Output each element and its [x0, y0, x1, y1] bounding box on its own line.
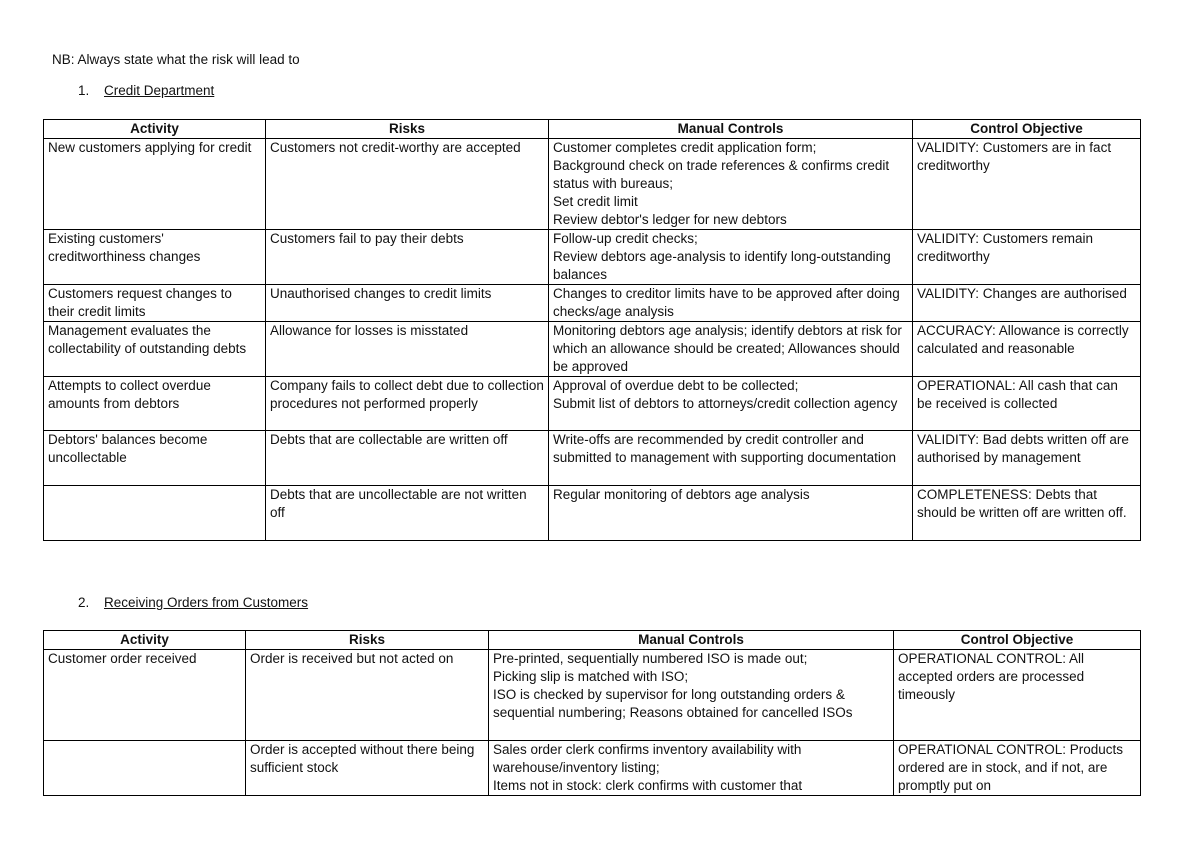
- credit-department-rows: [44, 139, 1141, 541]
- table-row: [44, 377, 1141, 431]
- control-line: Sales order clerk confirms inventory availability with warehouse/inventory listing;: [493, 742, 802, 775]
- control-line: Review debtor's ledger for new debtors: [553, 212, 787, 227]
- objective-cell: VALIDITY: Changes are authorised: [913, 285, 1141, 322]
- control-line: Customer completes credit application form;: [553, 140, 817, 155]
- control-line: Write-offs are recommended by credit controller and submitted to management with supporting documentation: [553, 432, 896, 465]
- control-line: Follow-up credit checks;: [553, 231, 698, 246]
- header-risks: Risks: [266, 120, 549, 139]
- table-header-row: [44, 631, 1141, 650]
- section-1-title: Credit Department: [104, 83, 215, 98]
- activity-cell: New customers applying for credit: [44, 139, 266, 230]
- header-activity: Activity: [44, 631, 246, 650]
- table-row: [44, 486, 1141, 541]
- objective-cell: VALIDITY: Bad debts written off are authorised by management: [913, 431, 1141, 486]
- activity-cell: Existing customers' creditworthiness changes: [44, 230, 266, 285]
- table-row: [44, 230, 1141, 285]
- risk-cell: Unauthorised changes to credit limits: [266, 285, 549, 322]
- risk-cell: Customers fail to pay their debts: [266, 230, 549, 285]
- risk-cell: Customers not credit-worthy are accepted: [266, 139, 549, 230]
- section-2-number: 2.: [78, 595, 90, 610]
- table-row: [44, 741, 1141, 796]
- activity-cell: Customer order received: [44, 650, 246, 741]
- header-manual-controls: Manual Controls: [549, 120, 913, 139]
- table-row: [44, 650, 1141, 741]
- receiving-orders-table: [43, 630, 1141, 796]
- table-row: [44, 285, 1141, 322]
- credit-department-table: [43, 119, 1141, 541]
- control-line: Pre-printed, sequentially numbered ISO is made out;: [493, 651, 808, 666]
- control-line: Monitoring debtors age analysis; identify debtors at risk for which an allowance should be created; Allowances should be approved: [553, 323, 902, 374]
- header-control-objective: Control Objective: [913, 120, 1141, 139]
- objective-cell: OPERATIONAL CONTROL: Products ordered are in stock, and if not, are promptly put on: [894, 741, 1141, 796]
- control-line: ISO is checked by supervisor for long outstanding orders & sequential numbering; Reasons obtained for cancelled ISOs: [493, 687, 853, 720]
- risk-cell: Company fails to collect debt due to collection procedures not performed properly: [266, 377, 549, 431]
- page-note: NB: Always state what the risk will lead to: [52, 52, 300, 67]
- activity-cell: Debtors' balances become uncollectable: [44, 431, 266, 486]
- objective-cell: VALIDITY: Customers are in fact creditworthy: [913, 139, 1141, 230]
- control-line: Changes to creditor limits have to be approved after doing checks/age analysis: [553, 286, 900, 319]
- objective-cell: OPERATIONAL CONTROL: All accepted orders are processed timeously: [894, 650, 1141, 741]
- activity-cell: Attempts to collect overdue amounts from debtors: [44, 377, 266, 431]
- risk-cell: Allowance for losses is misstated: [266, 322, 549, 377]
- controls-cell: [489, 741, 894, 796]
- activity-cell: [44, 741, 246, 796]
- controls-cell: [549, 230, 913, 285]
- section-2-title: Receiving Orders from Customers: [104, 595, 309, 610]
- risk-cell: Order is accepted without there being sufficient stock: [246, 741, 489, 796]
- controls-cell: [549, 431, 913, 486]
- objective-cell: COMPLETENESS: Debts that should be written off are written off.: [913, 486, 1141, 541]
- control-line: Submit list of debtors to attorneys/credit collection agency: [553, 396, 898, 411]
- control-line: Review debtors age-analysis to identify long-outstanding balances: [553, 249, 891, 282]
- table-row: [44, 431, 1141, 486]
- objective-cell: VALIDITY: Customers remain creditworthy: [913, 230, 1141, 285]
- header-risks: Risks: [246, 631, 489, 650]
- controls-cell: [549, 377, 913, 431]
- table-header-row: [44, 120, 1141, 139]
- objective-cell: ACCURACY: Allowance is correctly calculated and reasonable: [913, 322, 1141, 377]
- control-line: Picking slip is matched with ISO;: [493, 669, 689, 684]
- controls-cell: [549, 285, 913, 322]
- controls-cell: [549, 486, 913, 541]
- control-line: Set credit limit: [553, 194, 638, 209]
- table-row: [44, 322, 1141, 377]
- activity-cell: [44, 486, 266, 541]
- activity-cell: Management evaluates the collectability of outstanding debts: [44, 322, 266, 377]
- section-1-number: 1.: [78, 83, 90, 98]
- section-1-heading: [78, 83, 214, 98]
- header-control-objective: Control Objective: [894, 631, 1141, 650]
- control-line: Items not in stock: clerk confirms with customer that: [493, 778, 803, 793]
- risk-cell: Order is received but not acted on: [246, 650, 489, 741]
- header-manual-controls: Manual Controls: [489, 631, 894, 650]
- controls-cell: [549, 139, 913, 230]
- activity-cell: Customers request changes to their credit limits: [44, 285, 266, 322]
- control-line: Background check on trade references & confirms credit status with bureaus;: [553, 158, 890, 191]
- controls-cell: [549, 322, 913, 377]
- objective-cell: OPERATIONAL: All cash that can be received is collected: [913, 377, 1141, 431]
- controls-cell: [489, 650, 894, 741]
- control-line: Approval of overdue debt to be collected;: [553, 378, 799, 393]
- risk-cell: Debts that are collectable are written off: [266, 431, 549, 486]
- risk-cell: Debts that are uncollectable are not written off: [266, 486, 549, 541]
- control-line: Regular monitoring of debtors age analysis: [553, 487, 810, 502]
- header-activity: Activity: [44, 120, 266, 139]
- table-row: [44, 139, 1141, 230]
- receiving-orders-rows: [44, 650, 1141, 796]
- section-2-heading: [78, 595, 308, 610]
